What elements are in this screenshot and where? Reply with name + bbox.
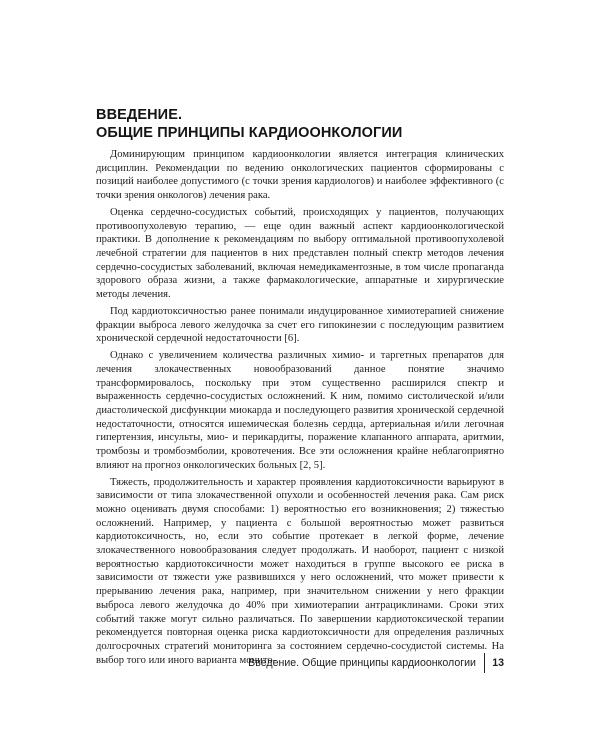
chapter-heading-line-1: ВВЕДЕНИЕ. xyxy=(96,107,183,123)
paragraph: Под кардиотоксичностью ранее понимали индуцированное химиотерапией снижение фракции выброса левого желудочка за счет его гипокинезии с последующим развитием хронической сердечной недостаточности [6]. xyxy=(96,305,504,345)
chapter-heading xyxy=(96,106,516,142)
paragraph: Однако с увеличением количества различных химио- и таргетных препаратов для лечения злокачественных новообразований данное понятие значимо трансформировалось, поскольку при этом существенно расширился спектр и выраженность сердечно-сосудистых осложнений. К ним, помимо систолической и/или диастолической дисфункции миокарда и последующего развития хронической сердечной недостаточности, относятся ишемическая болезнь сердца, артериальная и/или легочная гипертензия, инсульты, мио- и перикардиты, поражение клапанного аппарата, аритмии, тромбозы и тромбоэмболии, кровотечения. Все эти осложнения крайне неблагоприятно влияют на прогноз онкологических больных [2, 5]. xyxy=(96,350,504,471)
chapter-heading-line-2: ОБЩИЕ ПРИНЦИПЫ КАРДИООНКОЛОГИИ xyxy=(96,125,403,141)
footer-divider xyxy=(484,653,485,673)
page-footer xyxy=(248,653,504,673)
paragraph: Тяжесть, продолжительность и характер проявления кардиотоксичности варьируют в зависимости от типа злокачественной опухоли и особенностей лечения рака. Сам риск можно оценивать двумя способами: 1) вероятностью его возникновения; 2) тяжестью осложнений. Например, у пациента с большой вероятностью может развиться кардиотоксичность, но, если это событие протекает в легкой форме, лечение злокачественного новообразования следует продолжать. И наоборот, пациент с низкой вероятностью кардиотоксичности может находиться в группе высокого ее риска в зависимости от тяжести уже развившихся у него осложнений, что может привести к прерыванию лечения рака, например, при значительном снижении у него фракции выброса левого желудочка до 40% при химиотерапии антрациклинами. Сроки этих событий также могут сильно различаться. По завершении кардиотоксической терапии рекомендуется повторная оценка риска кардиотоксичности для определения различных долгосрочных стратегий мониторинга за состоянием сердечно-сосудистой системы. На выбор того или иного варианта монито- xyxy=(96,476,504,666)
running-title: Введение. Общие принципы кардиоонкологии xyxy=(248,657,476,669)
paragraph: Оценка сердечно-сосудистых событий, происходящих у пациентов, получающих противоопухолевую терапию, — еще один важный аспект кардиоонкологической практики. В дополнение к рекомендациям по выбору оптимальной противоопухолевой лечебной стратегии для пациентов в них представлен полный спектр методов лечения сердечно-сосудистых заболеваний, включая немедикаментозные, в том числе пропаганда здорового образа жизни, а также фармакологические, аппаратные и хирургические методы лечения. xyxy=(96,206,504,301)
body-text xyxy=(96,148,504,670)
page-number: 13 xyxy=(492,657,504,669)
paragraph: Доминирующим принципом кардиоонкологии является интеграция клинических дисциплин. Рекомендации по ведению онкологических пациентов сформированы с позиций наиболее допустимого (с точки зрения кардиологов) и наиболее эффективного (с точки зрения онкологов) лечения рака. xyxy=(96,149,504,202)
